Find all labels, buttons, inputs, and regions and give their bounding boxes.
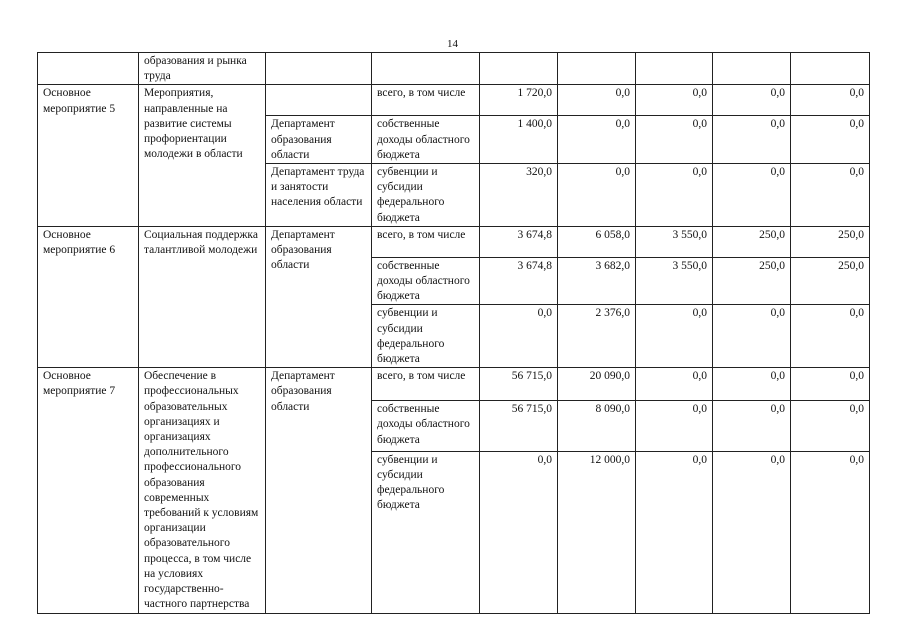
value-cell: 0,0 <box>636 451 713 613</box>
source-cell: субвенции и субсидии федерального бюджета <box>372 164 480 227</box>
value-cell: 0,0 <box>636 305 713 368</box>
value-cell: 0,0 <box>713 164 791 227</box>
value-cell: 0,0 <box>713 451 791 613</box>
value-cell: 250,0 <box>713 257 791 305</box>
source-cell: субвенции и субсидии федерального бюджета <box>372 451 480 613</box>
event-cell <box>38 53 139 85</box>
value-cell: 20 090,0 <box>558 368 636 401</box>
executor-cell: Департамент образования области <box>266 116 372 164</box>
value-cell: 8 090,0 <box>558 401 636 452</box>
table-row <box>38 85 870 116</box>
source-cell: всего, в том числе <box>372 226 480 257</box>
value-cell <box>713 53 791 85</box>
value-cell: 56 715,0 <box>480 368 558 401</box>
value-cell: 250,0 <box>791 226 870 257</box>
value-cell: 250,0 <box>791 257 870 305</box>
value-cell: 0,0 <box>791 85 870 116</box>
source-cell: всего, в том числе <box>372 85 480 116</box>
value-cell: 2 376,0 <box>558 305 636 368</box>
value-cell: 0,0 <box>791 305 870 368</box>
value-cell: 0,0 <box>480 305 558 368</box>
value-cell: 3 682,0 <box>558 257 636 305</box>
value-cell: 0,0 <box>791 401 870 452</box>
source-cell: собственные доходы областного бюджета <box>372 257 480 305</box>
value-cell: 0,0 <box>480 451 558 613</box>
value-cell: 320,0 <box>480 164 558 227</box>
description-cell: образования и рынка труда <box>139 53 266 85</box>
value-cell: 0,0 <box>636 116 713 164</box>
value-cell: 1 400,0 <box>480 116 558 164</box>
value-cell: 0,0 <box>713 305 791 368</box>
value-cell: 0,0 <box>636 164 713 227</box>
value-cell: 0,0 <box>713 85 791 116</box>
value-cell: 3 550,0 <box>636 226 713 257</box>
value-cell <box>791 53 870 85</box>
description-cell: Социальная поддержка талантливой молодежи <box>139 226 266 367</box>
description-cell: Обеспечение в профессиональных образовательных организациях и организациях дополнительного профессионального образования современных требований к условиям организации образовательного процесса, в том числе на условиях государственно-частного партнерства <box>139 368 266 613</box>
executor-cell: Департамент образования области <box>266 368 372 613</box>
value-cell <box>636 53 713 85</box>
value-cell: 3 674,8 <box>480 257 558 305</box>
value-cell: 0,0 <box>791 116 870 164</box>
page-number: 14 <box>447 38 458 50</box>
executor-cell <box>266 85 372 116</box>
value-cell <box>480 53 558 85</box>
value-cell: 0,0 <box>713 116 791 164</box>
value-cell: 0,0 <box>636 401 713 452</box>
value-cell: 0,0 <box>558 85 636 116</box>
description-cell: Мероприятия, направленные на развитие системы профориентации молодежи в области <box>139 85 266 226</box>
executor-cell: Департамент образования области <box>266 226 372 367</box>
source-cell: собственные доходы областного бюджета <box>372 401 480 452</box>
value-cell: 0,0 <box>713 401 791 452</box>
table-row <box>38 368 870 401</box>
executor-cell: Департамент труда и занятости населения области <box>266 164 372 227</box>
value-cell: 0,0 <box>558 116 636 164</box>
value-cell: 250,0 <box>713 226 791 257</box>
value-cell: 56 715,0 <box>480 401 558 452</box>
value-cell: 1 720,0 <box>480 85 558 116</box>
value-cell: 0,0 <box>791 164 870 227</box>
executor-cell <box>266 53 372 85</box>
value-cell: 0,0 <box>636 368 713 401</box>
value-cell: 0,0 <box>636 85 713 116</box>
value-cell: 3 674,8 <box>480 226 558 257</box>
value-cell: 0,0 <box>713 368 791 401</box>
source-cell <box>372 53 480 85</box>
source-cell: собственные доходы областного бюджета <box>372 116 480 164</box>
value-cell: 0,0 <box>791 368 870 401</box>
value-cell: 0,0 <box>791 451 870 613</box>
event-cell: Основное мероприятие 5 <box>38 85 139 226</box>
table-row <box>38 226 870 257</box>
value-cell: 6 058,0 <box>558 226 636 257</box>
table-row <box>38 53 870 85</box>
funding-table <box>37 52 870 614</box>
event-cell: Основное мероприятие 6 <box>38 226 139 367</box>
source-cell: всего, в том числе <box>372 368 480 401</box>
event-cell: Основное мероприятие 7 <box>38 368 139 613</box>
value-cell: 0,0 <box>558 164 636 227</box>
value-cell: 12 000,0 <box>558 451 636 613</box>
value-cell <box>558 53 636 85</box>
value-cell: 3 550,0 <box>636 257 713 305</box>
source-cell: субвенции и субсидии федерального бюджета <box>372 305 480 368</box>
